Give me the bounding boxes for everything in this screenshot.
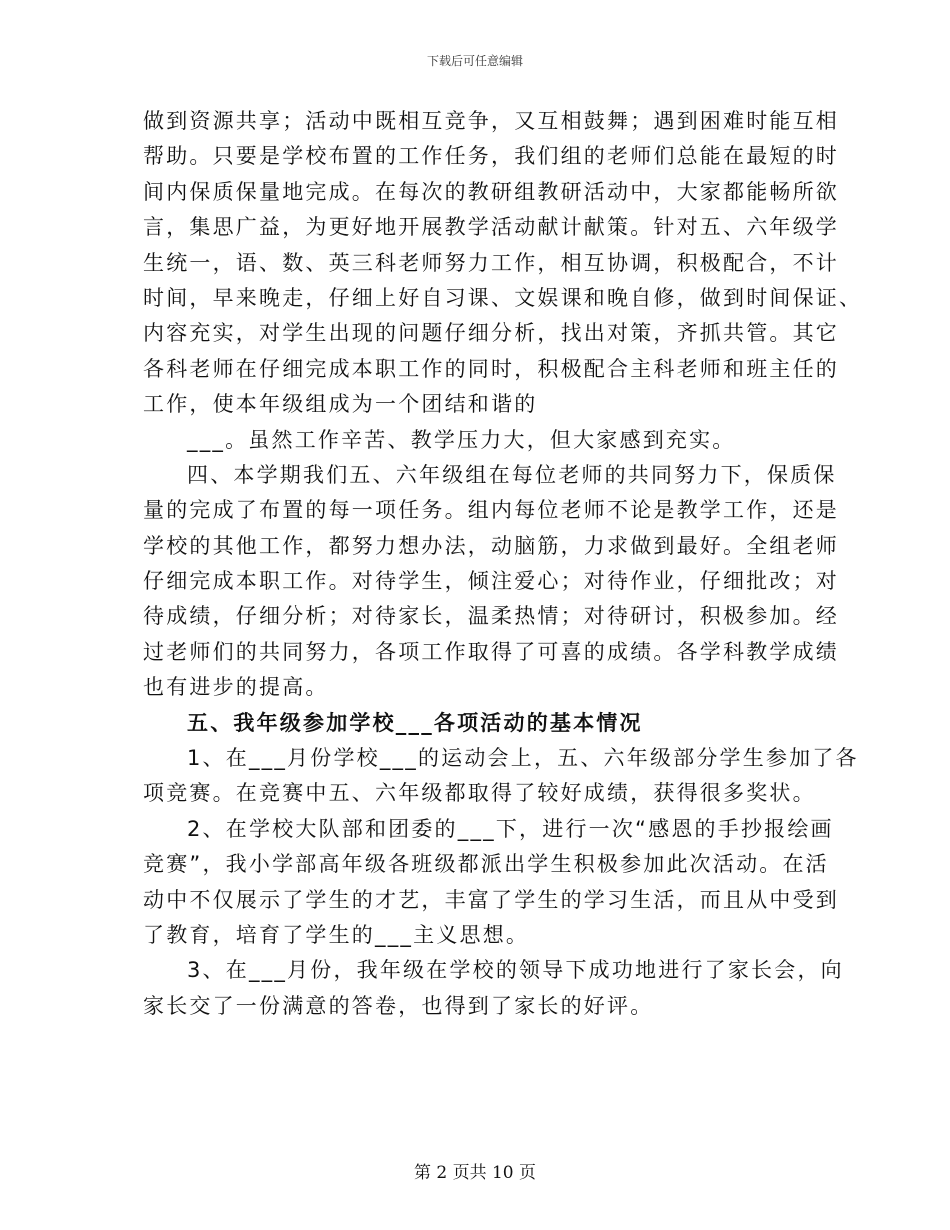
paragraph-line: 时间，早来晚走，仔细上好自习课、文娱课和晚自修，做到时间保证、 [143, 285, 863, 310]
paragraph-line: 待成绩，仔细分析；对待家长，温柔热情；对待研讨，积极参加。经 [143, 604, 839, 629]
paragraph-line: 也有进步的提高。 [143, 675, 329, 700]
paragraph-line: 仔细完成本职工作。对待学生，倾注爱心；对待作业，仔细批改；对 [143, 569, 839, 594]
paragraph-line: 工作，使本年级组成为一个团结和谐的 [143, 392, 538, 417]
page-header: 下载后可任意编辑 [426, 54, 523, 68]
paragraph-line: 各科老师在仔细完成本职工作的同时，积极配合主科老师和班主任的 [143, 356, 839, 381]
page-footer: 第 2 页共 10 页 [413, 1163, 537, 1183]
paragraph-line: 生统一，语、数、英三科老师努力工作，相互协调，积极配合，不计 [143, 250, 839, 275]
paragraph-line: 家长交了一份满意的答卷，也得到了家长的好评。 [143, 993, 654, 1018]
paragraph-line: 3、在___月份，我年级在学校的领导下成功地进行了家长会，向 [187, 958, 844, 983]
paragraph-line: 动中不仅展示了学生的才艺，丰富了学生的学习生活，而且从中受到 [143, 887, 839, 912]
paragraph-line: 学校的其他工作，都努力想办法，动脑筋，力求做到最好。全组老师 [143, 533, 839, 558]
paragraph-line: 言，集思广益，为更好地开展教学活动献计献策。针对五、六年级学 [143, 215, 839, 240]
paragraph-line: 项竞赛。在竞赛中五、六年级都取得了较好成绩，获得很多奖状。 [143, 781, 816, 806]
paragraph-line: 量的完成了布置的每一项任务。组内每位老师不论是教学工作，还是 [143, 498, 839, 523]
paragraph-line: 四、本学期我们五、六年级组在每位老师的共同努力下，保质保 [187, 462, 837, 487]
paragraph-line: 了教育，培育了学生的___主义思想。 [143, 922, 530, 947]
paragraph-line: 内容充实，对学生出现的问题仔细分析，找出对策，齐抓共管。其它 [143, 321, 839, 346]
paragraph-line: 过老师们的共同努力，各项工作取得了可喜的成绩。各学科教学成绩 [143, 639, 839, 664]
document-body [143, 104, 863, 1024]
paragraph-line: 做到资源共享；活动中既相互竞争，又互相鼓舞；遇到困难时能互相 [143, 109, 839, 133]
paragraph-line: 间内保质保量地完成。在每次的教研组教研活动中，大家都能畅所欲 [143, 179, 839, 204]
paragraph-line: 竞赛”，我小学部高年级各班级都派出学生积极参加此次活动。在活 [143, 852, 829, 877]
paragraph-line: 帮助。只要是学校布置的工作任务，我们组的老师们总能在最短的时 [143, 144, 839, 169]
paragraph-line: 2、在学校大队部和团委的___下，进行一次“感恩的手抄报绘画 [187, 816, 834, 841]
paragraph-line: ___。虽然工作辛苦、教学压力大，但大家感到充实。 [187, 427, 736, 452]
paragraph-line: 1、在___月份学校___的运动会上，五、六年级部分学生参加了各 [187, 746, 859, 771]
section-heading: 五、我年级参加学校___各项活动的基本情况 [187, 710, 643, 735]
